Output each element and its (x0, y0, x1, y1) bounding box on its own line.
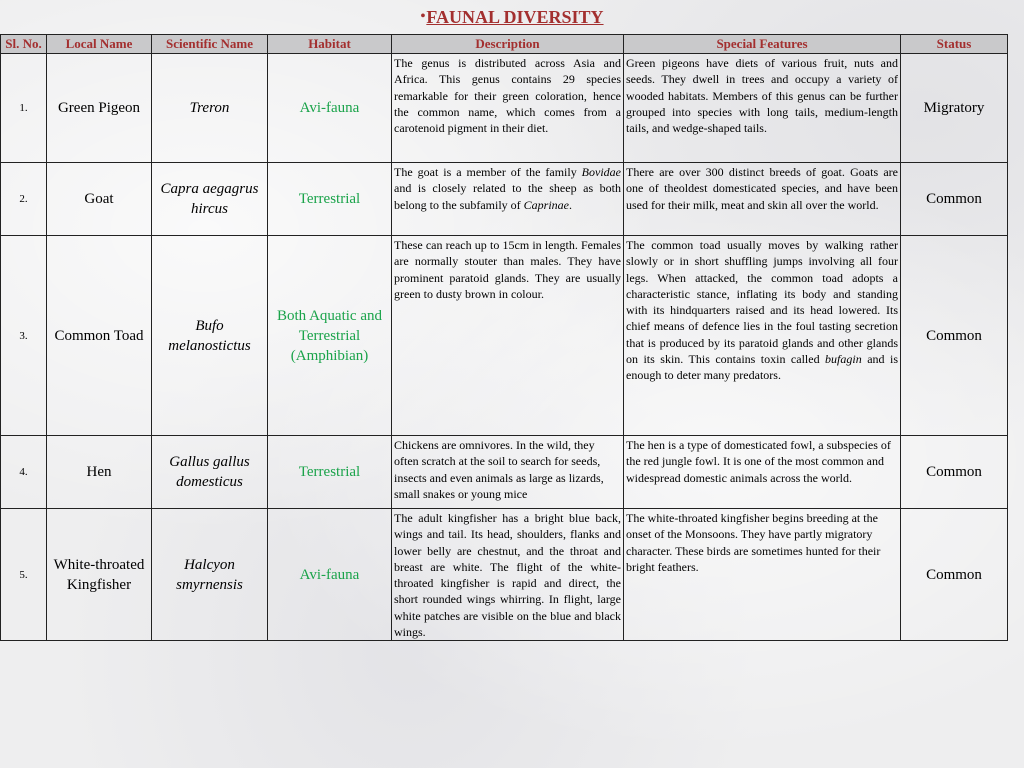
header-status: Status (901, 35, 1008, 54)
cell-description: These can reach up to 15cm in length. Females are normally stouter than males. They have prominent paratoid glands. They are usually green to dusty brown in colour. (392, 236, 624, 436)
cell-status: Common (901, 509, 1008, 641)
table-row (1, 509, 1008, 641)
cell-scientific-name: Gallus gallus domesticus (152, 436, 268, 509)
cell-sl-no: 2. (1, 163, 47, 236)
features-italic-toxin: bufagin (825, 352, 862, 367)
table-row (1, 236, 1008, 436)
description-text: and is closely related to the sheep as both belong to the subfamily of (394, 181, 621, 212)
cell-scientific-name: Bufo melanostictus (152, 236, 268, 436)
table-row (1, 436, 1008, 509)
cell-sl-no: 3. (1, 236, 47, 436)
cell-special-features: There are over 300 distinct breeds of goat. Goats are one of theoldest domesticated species, and have been used for their milk, meat and skin all over the world. (624, 163, 901, 236)
cell-habitat: Terrestrial (268, 163, 392, 236)
description-text: The goat is a member of the family (394, 165, 582, 179)
header-special-features: Special Features (624, 35, 901, 54)
cell-description: Chickens are omnivores. In the wild, they often scratch at the soil to search for seeds, insects and even animals as large as lizards, small snakes or young mice (392, 436, 624, 509)
cell-description: The genus is distributed across Asia and Africa. This genus contains 29 species remarkable for their green coloration, hence the common name, which comes from a carotenoid pigment in their diet. (392, 54, 624, 163)
cell-status: Common (901, 163, 1008, 236)
fauna-table (0, 34, 1008, 641)
cell-status: Migratory (901, 54, 1008, 163)
cell-habitat: Avi-fauna (268, 54, 392, 163)
description-text: . (569, 197, 572, 212)
cell-habitat: Both Aquatic and Terrestrial (Amphibian) (268, 236, 392, 436)
cell-local-name: Goat (47, 163, 152, 236)
cell-sl-no: 4. (1, 436, 47, 509)
cell-description (392, 163, 624, 236)
cell-status: Common (901, 436, 1008, 509)
description-italic-subfamily: Caprinae (523, 197, 569, 212)
header-habitat: Habitat (268, 35, 392, 54)
header-sl-no: Sl. No. (1, 35, 47, 54)
header-description: Description (392, 35, 624, 54)
description-italic-family: Bovidae (581, 165, 621, 179)
features-text: and is enough to deter many predators. (626, 352, 898, 383)
cell-local-name: Common Toad (47, 236, 152, 436)
table-row (1, 54, 1008, 163)
header-row (1, 35, 1008, 54)
cell-local-name: Green Pigeon (47, 54, 152, 163)
cell-scientific-name: Capra aegagrus hircus (152, 163, 268, 236)
cell-sl-no: 1. (1, 54, 47, 163)
table-row (1, 163, 1008, 236)
cell-habitat: Avi-fauna (268, 509, 392, 641)
cell-special-features: The hen is a type of domesticated fowl, a subspecies of the red jungle fowl. It is one of the most common and widespread domestic animals across the world. (624, 436, 901, 509)
cell-status: Common (901, 236, 1008, 436)
cell-local-name: Hen (47, 436, 152, 509)
cell-description: The adult kingfisher has a bright blue back, wings and tail. Its head, shoulders, flanks and lower belly are chestnut, and the throat and breast are white. The flight of the white-throated kingfisher is rapid and direct, the short rounded wings whirring. In flight, large white patches are visible on the blue and black wings. (392, 509, 624, 641)
features-text: The common toad usually moves by walking rather slowly or in short shuffling jumps involving all four legs. When attacked, the common toad adopts a characteristic stance, inflating its body and standing with its hindquarters raised and its head lowered. Its chief means of defence lies in the foul tasting secretion that is produced by its paratoid glands and other glands on its skin. This contains toxin called (626, 238, 898, 367)
cell-local-name: White-throated Kingfisher (47, 509, 152, 641)
cell-special-features (624, 236, 901, 436)
header-scientific-name: Scientific Name (152, 35, 268, 54)
page-title (0, 7, 1024, 28)
cell-habitat: Terrestrial (268, 436, 392, 509)
header-local-name: Local Name (47, 35, 152, 54)
cell-scientific-name: Halcyon smyrnensis (152, 509, 268, 641)
cell-special-features: The white-throated kingfisher begins breeding at the onset of the Monsoons. They have partly migratory character. These birds are sometimes hunted for their bright feathers. (624, 509, 901, 641)
page-title-text: FAUNAL DIVERSITY (426, 7, 604, 27)
bullet-icon: • (420, 9, 426, 24)
cell-sl-no: 5. (1, 509, 47, 641)
cell-scientific-name: Treron (152, 54, 268, 163)
cell-special-features: Green pigeons have diets of various fruit, nuts and seeds. They dwell in trees and occupy a variety of wooded habitats. Members of this genus can be further grouped into species with long tails, medium-length tails, and wedge-shaped tails. (624, 54, 901, 163)
